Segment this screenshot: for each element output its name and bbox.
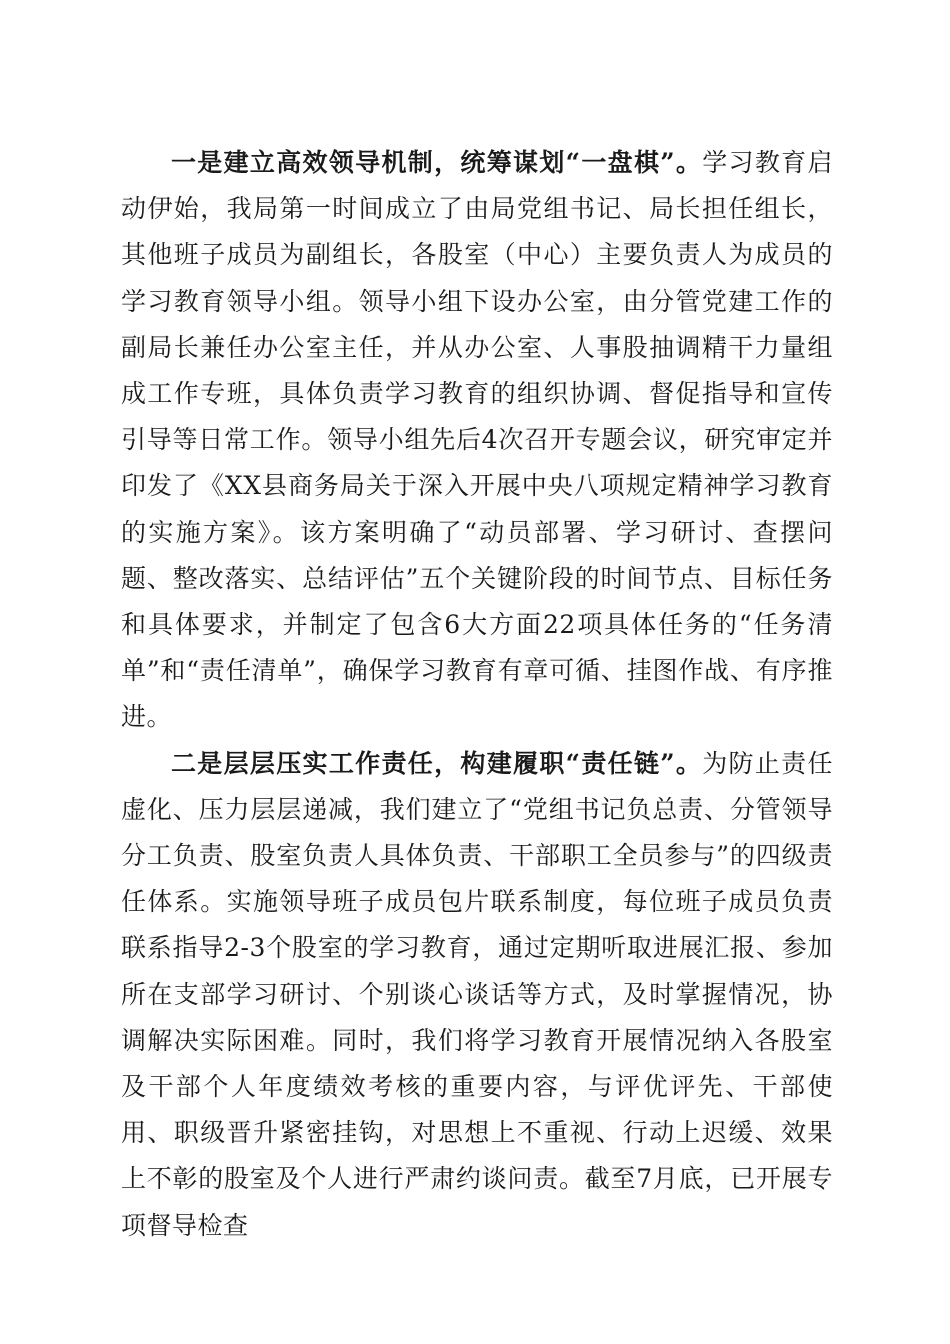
paragraph-2-lead: 二是层层压实工作责任，构建履职“责任链”。 <box>171 748 703 778</box>
paragraph-2 <box>121 741 833 1249</box>
paragraph-2-body: 为防止责任虚化、压力层层递减，我们建立了“党组书记负总责、分管领导分工负责、股室负责人具体负责、干部职工全员参与”的四级责任体系。实施领导班子成员包片联系制度，每位班子成员负责联系指导2-3个股室的学习教育，通过定期听取进展汇报、参加所在支部学习研讨、个别谈心谈话等方式，及时掌握情况，协调解决实际困难。同时，我们将学习教育开展情况纳入各股室及干部个人年度绩效考核的重要内容，与评优评先、干部使用、职级晋升紧密挂钩，对思想上不重视、行动上迟缓、效果上不彰的股室及个人进行严肃约谈问责。截至7月底，已开展专项督导检查 <box>121 748 833 1240</box>
document-body <box>121 140 833 1249</box>
paragraph-1-body: 学习教育启动伊始，我局第一时间成立了由局党组书记、局长担任组长，其他班子成员为副组长，各股室（中心）主要负责人为成员的学习教育领导小组。领导小组下设办公室，由分管党建工作的副局长兼任办公室主任，并从办公室、人事股抽调精干力量组成工作专班，具体负责学习教育的组织协调、督促指导和宣传引导等日常工作。领导小组先后4次召开专题会议，研究审定并印发了《XX县商务局关于深入开展中央八项规定精神学习教育的实施方案》。该方案明确了“动员部署、学习研讨、查摆问题、整改落实、总结评估”五个关键阶段的时间节点、目标任务和具体要求，并制定了包含6大方面22项具体任务的“任务清单”和“责任清单”，确保学习教育有章可循、挂图作战、有序推进。 <box>121 148 833 732</box>
paragraph-1 <box>121 140 833 741</box>
paragraph-1-lead: 一是建立高效领导机制，统筹谋划“一盘棋”。 <box>171 148 703 177</box>
